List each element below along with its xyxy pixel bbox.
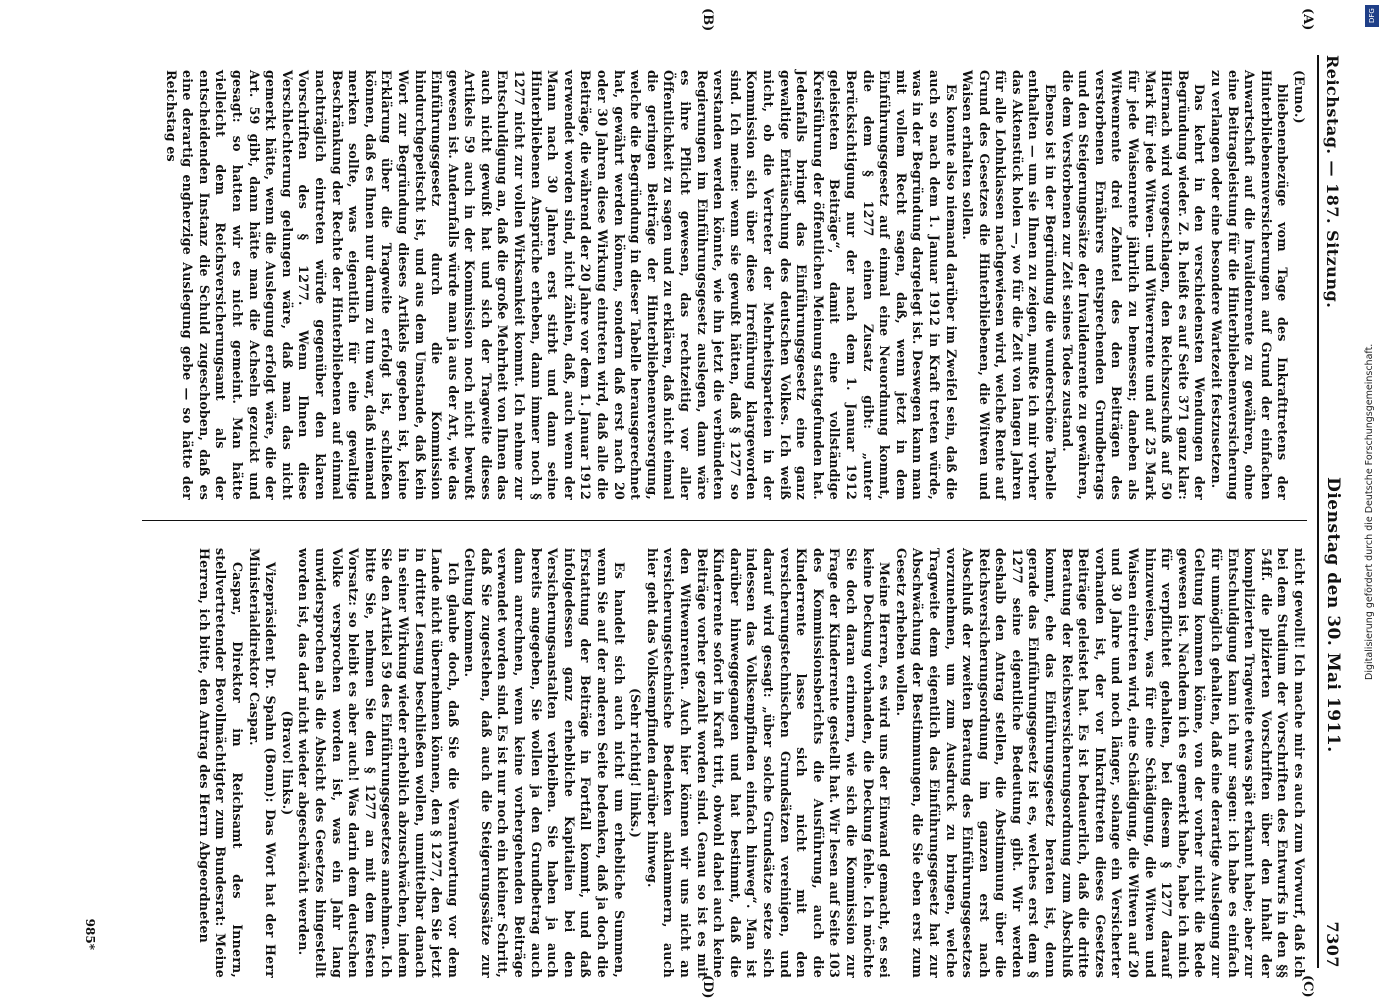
speaker-tag: (Euno.): [1292, 70, 1307, 124]
header-left: Reichstag. — 187. Sitzung.: [1323, 55, 1342, 309]
margin-marker-c: (C): [1300, 975, 1315, 998]
left-column: [162, 70, 1307, 500]
signature-mark: 985*: [83, 918, 97, 950]
paragraph: Das kehrt in den verschiedensten Wendungen der Begründung wieder. Z. B. heißt es auf Seite 371 ganz klar: Hiernach wird vorgeschlagen, den Reichszuschuß auf 50 Mark für jede Witwen- und Witwerrente und auf 25 Mark für jede Waisenrente jährlich zu bemessen; daneben als Witwenrente drei Zehntel des den Beiträgen des verstorbenen Ernährers entsprechenden Grundbetrags und den Steigerungssätze der Invalidenrente zu gewähren, die dem Verstorbenen zur Zeit seines Todes zustand.: [1059, 70, 1208, 500]
margin-marker-d: (D): [700, 975, 715, 999]
interjection: (Bravo! links.): [279, 710, 295, 816]
paragraph: Vizepräsident Dr. Spahn (Bonn): Das Wort hat der Herr Ministerialdirektor Caspar.: [246, 548, 279, 978]
paragraph: Meine Herren, es wird uns der Einwand gemacht, es sei keine Deckung vorhanden, die Deckung fehle. Ich möchte Sie doch daran erinnern, wie sich die Kommission zur Frage der Kinderrente gestellt hat. Wir lesen auf Seite 103 des Kommissionsberichts die Ausführung, auch die Kinderrente lasse sich nicht mit den versicherungstechnischen Grundsätzen vereinigen, und darauf wird gesagt: „über solche Grundsätze setze sich indessen das Volksempfinden einfach hinweg“. Man ist darüber hinweggegangen und hat bestimmt, daß die Kinderrente sofort in Kraft tritt, obwohl dabei auch keine Beiträge vorher gezahlt worden sind. Genau so ist es mit den Witwenrenten. Auch hier können wir uns nicht an versicherungstechnische Bedenken anklammern, auch hier geht das Volksempfinden darüber hinweg.: [644, 548, 893, 978]
margin-marker-a: (A): [1300, 8, 1315, 31]
digitization-credit: Digitalisierung gefördert durch die Deutsche Forschungsgemeinschaft.: [1364, 343, 1375, 680]
margin-marker-b: (B): [700, 8, 715, 32]
paragraph: bliebenenbezüge vom Tage des Inkrafttretens der Hinterbliebenenversicherungen auf Grund der einfachen Anwartschaft auf die Invalidenrente zu gewähren, ohne eine Beitragsleistung für die Hinterbliebenenversicherung zu verlangen oder eine besondere Wartezeit festzusetzen.: [1209, 70, 1291, 500]
paragraph: Ich glaube doch, daß Sie die Verantwortung vor dem Lande nicht übernehmen können, den § 1277, den Sie jetzt in dritter Lesung beschließen wollen, unmittelbar danach in seiner Wirkung wieder erheblich abzuschwächen, indem Sie den Artikel 59 des Einführungsgesetzes annehmen. Ich bitte Sie, nehmen Sie den § 1277 an mit dem festen Vorsatz: so bleibt es aber auch! Was darin dem deutschen Volke versprochen worden ist, was ein Jahr lang unwidersprochen als die Absicht des Gesetzes hingestellt worden ist, das darf nicht wieder abgeschwächt werden.: [296, 548, 461, 978]
paragraph: Ebenso ist in der Begründung die wunderschöne Tabelle enthalten — um sie Ihnen zu zeigen, mußte ich mir vorher das Aktenstück holen —, wo für die Zeit von langen Jahren für alle Lohnklassen nachgewiesen wird, welche Rente auf Grund des Gesetzes die Hinterbliebenen, die Witwen und Waisen erhalten sollen.: [960, 70, 1059, 500]
page-header: [1317, 55, 1355, 968]
paragraph: Caspar, Direktor im Reichsamt des Innern, stellvertretender Bevollmächtigter zum Bundesrat: Meine Herren, ich bitte, den Antrag des Herrn Abgeordneten: [196, 548, 245, 978]
header-center: Dienstag den 30. Mai 1911.: [1323, 477, 1343, 753]
scanned-page: [65, 0, 1355, 1000]
interjection: (Sehr richtig! links.): [628, 687, 644, 839]
dfg-logo-icon: DFG: [1365, 5, 1379, 27]
paragraph: Es konnte also niemand darüber im Zweifel sein, daß die auch so nach dem 1. Januar 1912 in Kraft treten würde, was in der Begründung dargelegt ist. Deswegen kann man mit vollem Recht sagen, daß, wenn jetzt in dem Einführungsgesetz auf einmal eine Neuordnung kommt, die dem § 1277 einen Zusatz gibt: „unter Berücksichtigung nur der nach dem 1. Januar 1912 geleisteten Beiträge“, damit eine vollständige Kreisführung der öffentlichen Meinung stattgefunden hat. Jedenfalls bringt das Einführungsgesetz eine ganz gewaltige Enttäuschung des deutschen Volkes. Ich weiß nicht, ob die Vertreter der Mehrheitsparteien in der Kommission sich über diese Irreführung klargeworden sind. Ich meine: wenn sie gewußt hätten, daß § 1277 so verstanden werden könnte, wie ihn jetzt die verbündeten Regierungen im Einführungsgesetz auslegen, dann wäre es ihre Pflicht gewesen, das rechtzeitig vor aller Öffentlichkeit zu sagen und zu erklären, daß nicht einmal die geringen Beiträge der Hinterbliebenenversorgung, welche die Begründung in dieser Tabelle herausgerechnet hat, gewährt werden können, sondern daß erst nach 20 oder 30 Jahren diese Wirkung eintreten wird, daß alle die Beiträge, die während der 20 Jahre vor dem 1. Januar 1912 verwendet worden sind, nicht zählen, daß, auch wenn der Mann nach 30 Jahren erst stirbt und dann seine Hinterbliebenen Ansprüche erheben, dann immer noch § 1277 nicht zur vollen Wirksamkeit kommt. Ich nehme zur Entschuldigung an, daß die große Mehrheit von Ihnen das auch nicht gewußt hat und sich der Tragweite dieses Artikels 59 auch in der Kommission noch nicht bewußt gewesen ist. Andernfalls würde man ja aus der Art, wie das Einführungsgesetz durch die Kommission hindurchgepeitscht ist, und aus dem Umstande, daß kein Wort zur Begründung dieses Artikels gegeben ist, keine Erklärung über die Tragweite erfolgt ist, schließen können, daß es Ihnen nur darum zu tun war, daß niemand merken sollte, was eigentlich für eine gewaltige Beschränkung der Rechte der Hinterbliebenen auf einmal nachträglich eintreten würde gegenüber den klaren Vorschriften des § 1277. Wenn Ihnen diese Verschlechterung gelungen wäre, daß man das nicht gemerkt hätte, wenn die Auslegung erfolgt wäre, die der Art. 59 gibt, dann hätte man die Achseln gezuckt und gesagt: so hatten wir es nicht gemeint. Man hätte vielleicht dem Reichsversicherungsamt als der entscheidenden Instanz die Schuld zugeschoben, daß es eine derartig engherzige Auslegung gebe — so hätte der Reichstag es: [163, 70, 959, 500]
right-column: [195, 548, 1307, 978]
paragraph: nicht gewollt! Ich mache mir es auch zum Vorwurf, daß ich bei dem Studium der Vorschriften des Entwurfs in den §§ 54ff. die plizierten Vorschriften über den Inhalt der komplizierten Tragweite etwas spät erkannt habe; aber zur Entschuldigung kann ich nur sagen: ich habe es einfach für unmöglich gehalten, daß eine derartige Auslegung zur Geltung kommen könne, von der vorher nicht die Rede gewesen ist. Nachdem ich es gemerkt habe, habe ich mich für verpflichtet gehalten, bei diesem § 1277 darauf hinzuweisen, was für eine Schädigung, die Witwen und Waisen eintreten wird, eine Schädigung, die Witwen auf 20 und 30 Jahre und noch länger, solange ein Versicherter vorhanden ist, der vor Inkrafttreten dieses Gesetzes Beiträge geleistet hat. Es ist bedauerlich, daß die dritte Beratung der Reichsversicherungsordnung zum Abschluß kommt, ehe das Einführungsgesetz beraten ist, denn gerade das Einführungsgesetz ist es, welches erst dem § 1277 seine eigentliche Bedeutung gibt. Wir werden deshalb den Antrag stellen, die Abstimmung über die Reichsversicherungsordnung im ganzen erst nach Abschluß der zweiten Beratung des Einführungsgesetzes vorzunehmen, um zum Ausdruck zu bringen, welche Tragweite dem eigentlich das Einführungsgesetz hat zur Abschwächung der Bestimmungen, die Sie eben erst zum Gesetz erheben wollen.: [893, 548, 1307, 978]
paragraph: Es handelt sich auch nicht um erhebliche Summen, wenn Sie auf der anderen Seite bedenken, daß ja doch die Erstattung der Beiträge in Fortfall kommt, und daß infolgedessen ganz erhebliche Kapitalien bei den Versicherungsanstalten verbleiben. Sie haben ja auch bereits angegeben, Sie wollen ja den Grundbetrag auch dann anrechnen, wenn keine vorhergehenden Beiträge verwendet worden sind. Es ist nur noch ein kleiner Schritt, daß Sie zugestehen, daß auch die Steigerungssätze zur Geltung kommen.: [462, 548, 627, 978]
column-divider: [142, 520, 1307, 521]
page-number: 7307: [1323, 921, 1342, 968]
